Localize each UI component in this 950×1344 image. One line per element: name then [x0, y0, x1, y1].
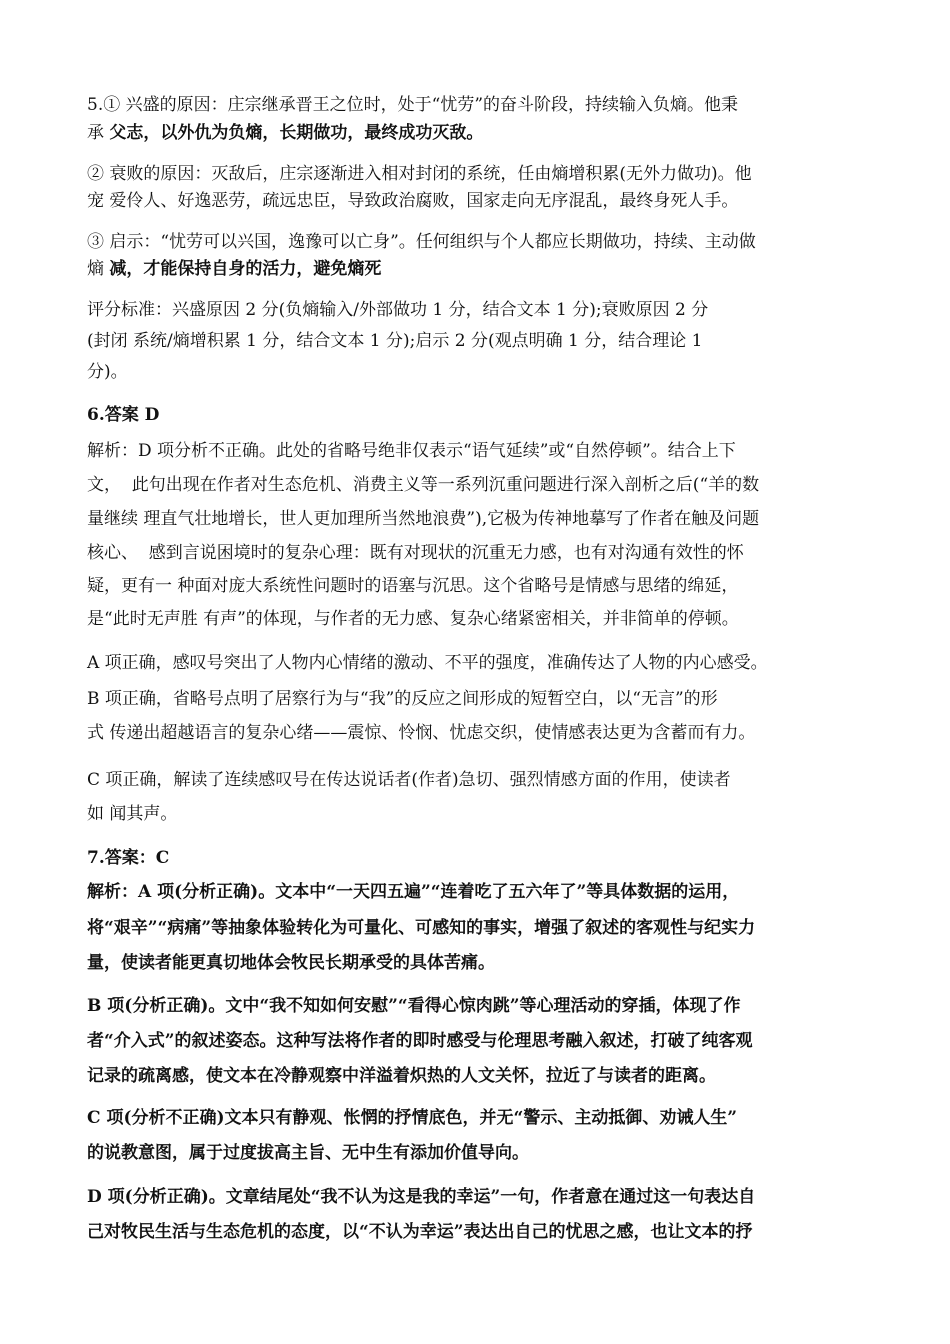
q7-analysis-d-line2: 己对牧民生活与生态危机的态度，以“不认为幸运”表达出自己的忧思之感，也让文本的抒: [87, 1222, 753, 1242]
q7-analysis-b-line2: 者“介入式”的叙述姿态。这种写法将作者的即时感受与伦理思考融入叙述，打破了纯客观: [87, 1031, 753, 1051]
q5-reason-rise-line1: 5.① 兴盛的原因：庄宗继承晋王之位时，处于“忧劳”的奋斗阶段，持续输入负熵。他秉: [87, 95, 739, 115]
q7-analysis-c-line2: 的说教意图，属于过度拔高主旨、无中生有添加价值导向。: [87, 1143, 529, 1163]
q6-heading: 6.答案 D: [87, 405, 160, 425]
q7-analysis-c-line1: C 项(分析不正确)文本只有静观、怅惘的抒情底色，并无“警示、主动抵御、劝诫人生”: [87, 1108, 738, 1128]
q6-option-b-line2: 式 传递出超越语言的复杂心绪——震惊、怜悯、忧虑交织，使情感表达更为含蓄而有力。: [87, 723, 756, 743]
q6-analysis-line3: 量继续 理直气壮地增长，世人更加理所当然地浪费”),它极为传神地摹写了作者在触及问题: [87, 509, 760, 529]
q6-option-a: A 项正确，感叹号突出了人物内心情绪的激动、不平的强度，准确传达了人物的内心感受。: [87, 653, 768, 673]
q5-insight-line2-lead: 熵: [87, 259, 110, 279]
q6-analysis-line5: 疑，更有一 种面对庞大系统性问题时的语塞与沉思。这个省略号是情感与思绪的绵延，: [87, 576, 739, 596]
q7-analysis-d-line1: D 项(分析正确)。文章结尾处“我不认为这是我的幸运”一句，作者意在通过这一句表达自: [87, 1187, 756, 1207]
q5-insight-line2-bold: 减，才能保持自身的活力，避免熵死: [109, 259, 382, 279]
q5-reason-fall-line2: 宠 爱伶人、好逸恶劳，疏远忠臣，导致政治腐败，国家走向无序混乱，最终身死人手。: [87, 191, 739, 211]
q5-reason-rise-line2: [87, 122, 483, 144]
q5-reason-rise-line2-lead: 承: [87, 123, 110, 143]
q7-analysis-b-line3: 记录的疏离感，使文本在冷静观察中洋溢着炽热的人文关怀，拉近了与读者的距离。: [87, 1066, 716, 1086]
q6-analysis-line6: 是“此时无声胜 有声”的体现，与作者的无力感、复杂心绪紧密相关，并非简单的停顿。: [87, 609, 739, 629]
q6-option-c-line2: 如 闻其声。: [87, 804, 178, 824]
q5-reason-rise-line2-bold: 父志，以外仇为负熵，长期做功，最终成功灭敌。: [109, 123, 484, 143]
q6-option-b-line1: B 项正确，省略号点明了居察行为与“我”的反应之间形成的短暂空白，以“无言”的形: [87, 689, 718, 709]
q7-analysis-b-line1: B 项(分析正确)。文中“我不知如何安慰”“看得心惊肉跳”等心理活动的穿插，体现了作: [87, 996, 741, 1016]
q6-option-c-line1: C 项正确，解读了连续感叹号在传达说话者(作者)急切、强烈情感方面的作用，使读者: [87, 770, 731, 790]
q5-insight-line1: ③ 启示：“忧劳可以兴国，逸豫可以亡身”。任何组织与个人都应长期做功，持续、主动做: [87, 232, 756, 252]
q7-analysis-a-line2: 将“艰辛”“病痛”等抽象体验转化为可量化、可感知的事实，增强了叙述的客观性与纪实力: [87, 918, 756, 938]
q6-analysis-line4: 核心、 感到言说困境时的复杂心理：既有对现状的沉重无力感，也有对沟通有效性的怀: [87, 543, 744, 563]
q5-score-line3: 分)。: [87, 362, 128, 382]
q6-analysis-line2: 文， 此句出现在作者对生态危机、消费主义等一系列沉重问题进行深入剖析之后(“羊的数: [87, 475, 760, 495]
q5-score-line1: 评分标准：兴盛原因 2 分(负熵输入/外部做功 1 分，结合文本 1 分);衰败原因 2 分: [87, 300, 709, 320]
q5-reason-fall-line1: ② 衰败的原因：灭敌后，庄宗逐渐进入相对封闭的系统，任由熵增积累(无外力做功)。他: [87, 164, 752, 184]
q6-analysis-line1: 解析：D 项分析不正确。此处的省略号绝非仅表示“语气延续”或“自然停顿”。结合上下: [87, 441, 736, 461]
q5-score-line2: (封闭 系统/熵增积累 1 分，结合文本 1 分);启示 2 分(观点明确 1 分，结合理论 1: [87, 331, 703, 351]
q7-analysis-a-line3: 量，使读者能更真切地体会牧民长期承受的具体苦痛。: [87, 953, 495, 973]
q5-insight-line2: [87, 258, 381, 280]
q7-analysis-a-line1: 解析：A 项(分析正确)。文本中“一天四五遍”“连着吃了五六年了”等具体数据的运用，: [87, 882, 740, 902]
q7-heading: 7.答案：C: [87, 848, 170, 868]
